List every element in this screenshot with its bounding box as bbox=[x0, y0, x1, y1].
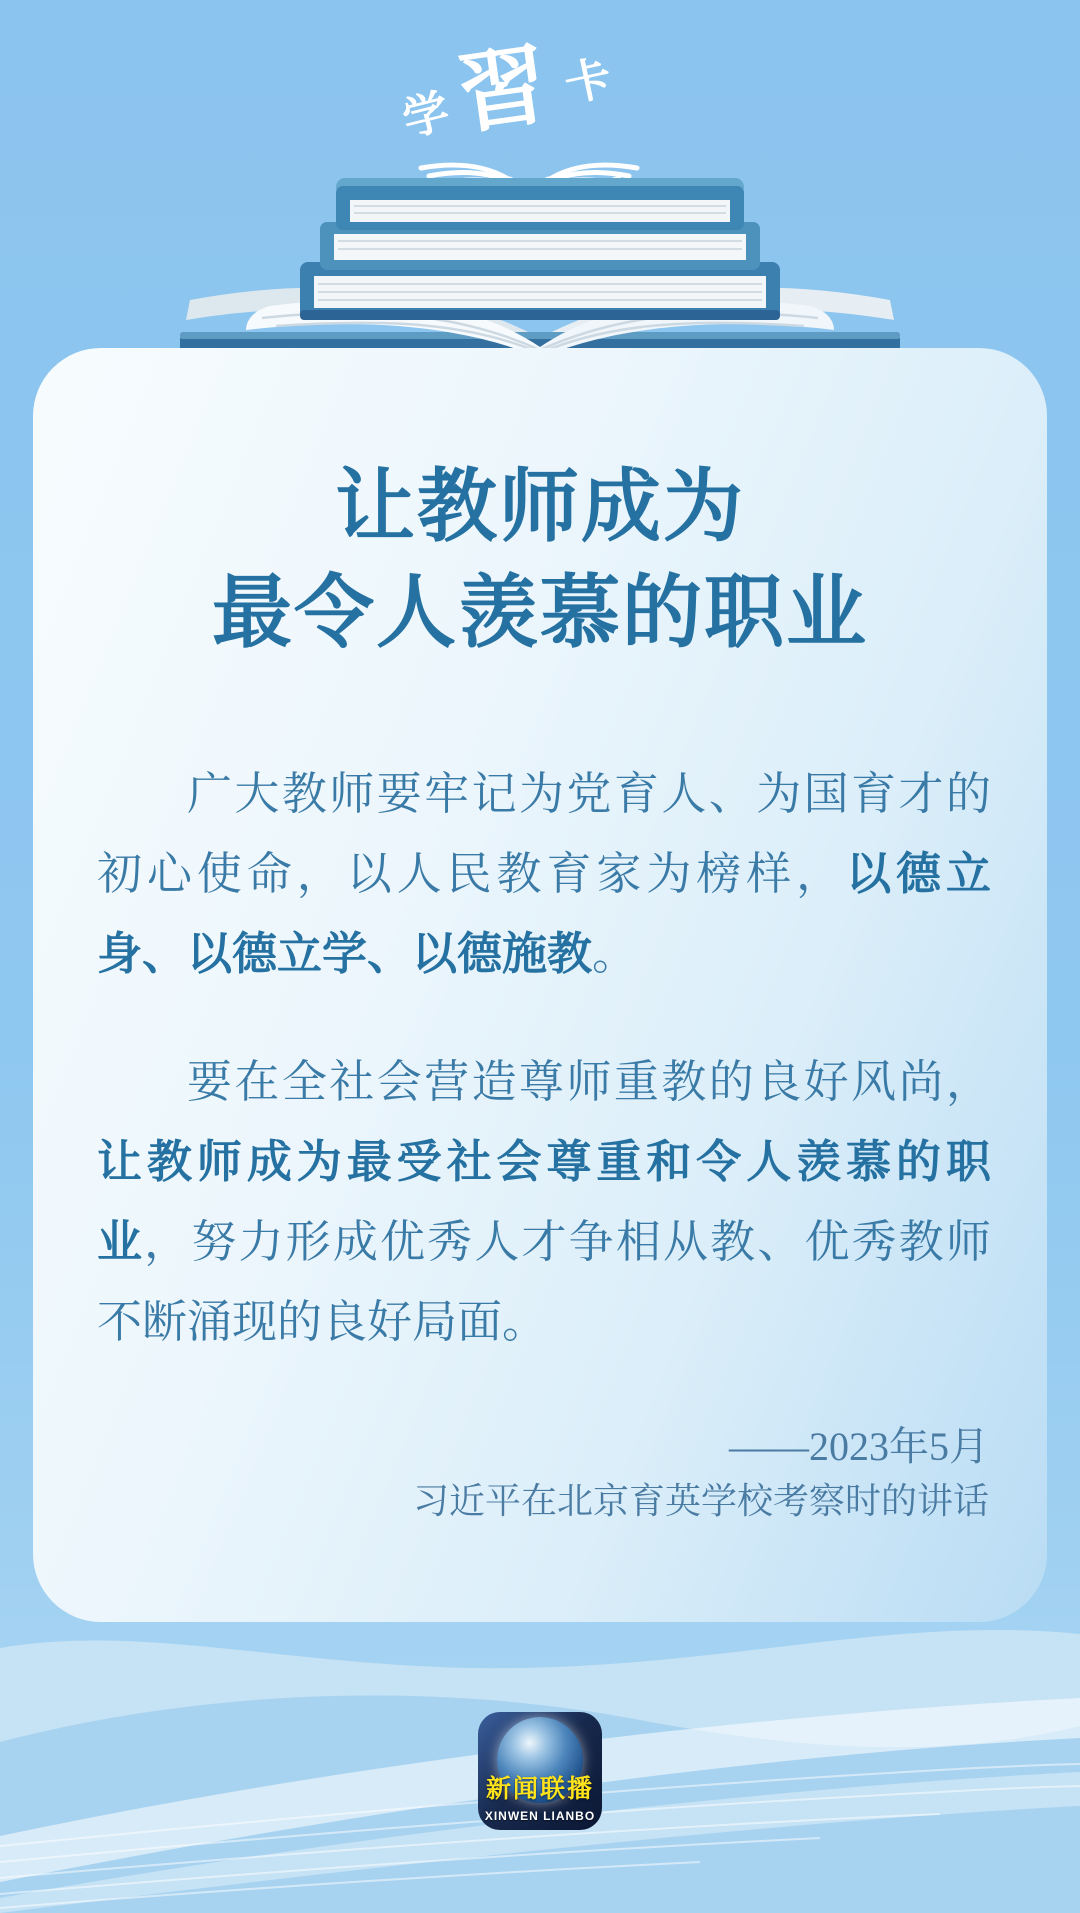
books-illustration bbox=[150, 142, 930, 377]
paragraph-text: ，努力形成优秀人才争相从教、优秀教师不断涌现的良好局面。 bbox=[97, 1216, 991, 1347]
paragraph-text: 要在全社会营造尊师重教的良好风尚， bbox=[187, 1056, 991, 1107]
logo-char-ka: 卡 bbox=[560, 50, 616, 112]
title-line-2: 最令人羡慕的职业 bbox=[212, 568, 868, 657]
paragraph-emphasis: 让教师成为最受社会尊重和令人羡慕的职业 bbox=[97, 1136, 991, 1267]
logo-char-xue: 学 bbox=[397, 84, 455, 146]
quote-body bbox=[97, 754, 991, 1362]
quote-paragraph bbox=[97, 1042, 991, 1362]
attribution-date: ——2023年5月 bbox=[729, 1424, 989, 1469]
card-title bbox=[33, 454, 1047, 666]
paragraph-emphasis: 以德立身、以德立学、以德施教 bbox=[97, 848, 991, 979]
app-name-en: XINWEN LIANBO bbox=[484, 1809, 596, 1823]
quote-paragraph bbox=[97, 754, 991, 994]
title-line-1: 让教师成为 bbox=[335, 462, 745, 551]
attribution bbox=[33, 1420, 989, 1528]
app-name-cn: 新闻联播 bbox=[485, 1775, 594, 1803]
quote-card bbox=[33, 348, 1047, 1622]
xinwen-lianbo-logo bbox=[478, 1712, 602, 1830]
paragraph-text: 广大教师要牢记为党育人、为国育才的初心使命，以人民教育家为榜样， bbox=[97, 768, 991, 899]
paragraph-text: 。 bbox=[592, 928, 638, 979]
attribution-source: 习近平在北京育英学校考察时的讲话 bbox=[412, 1481, 989, 1521]
logo-char-xi: 習 bbox=[452, 34, 554, 145]
